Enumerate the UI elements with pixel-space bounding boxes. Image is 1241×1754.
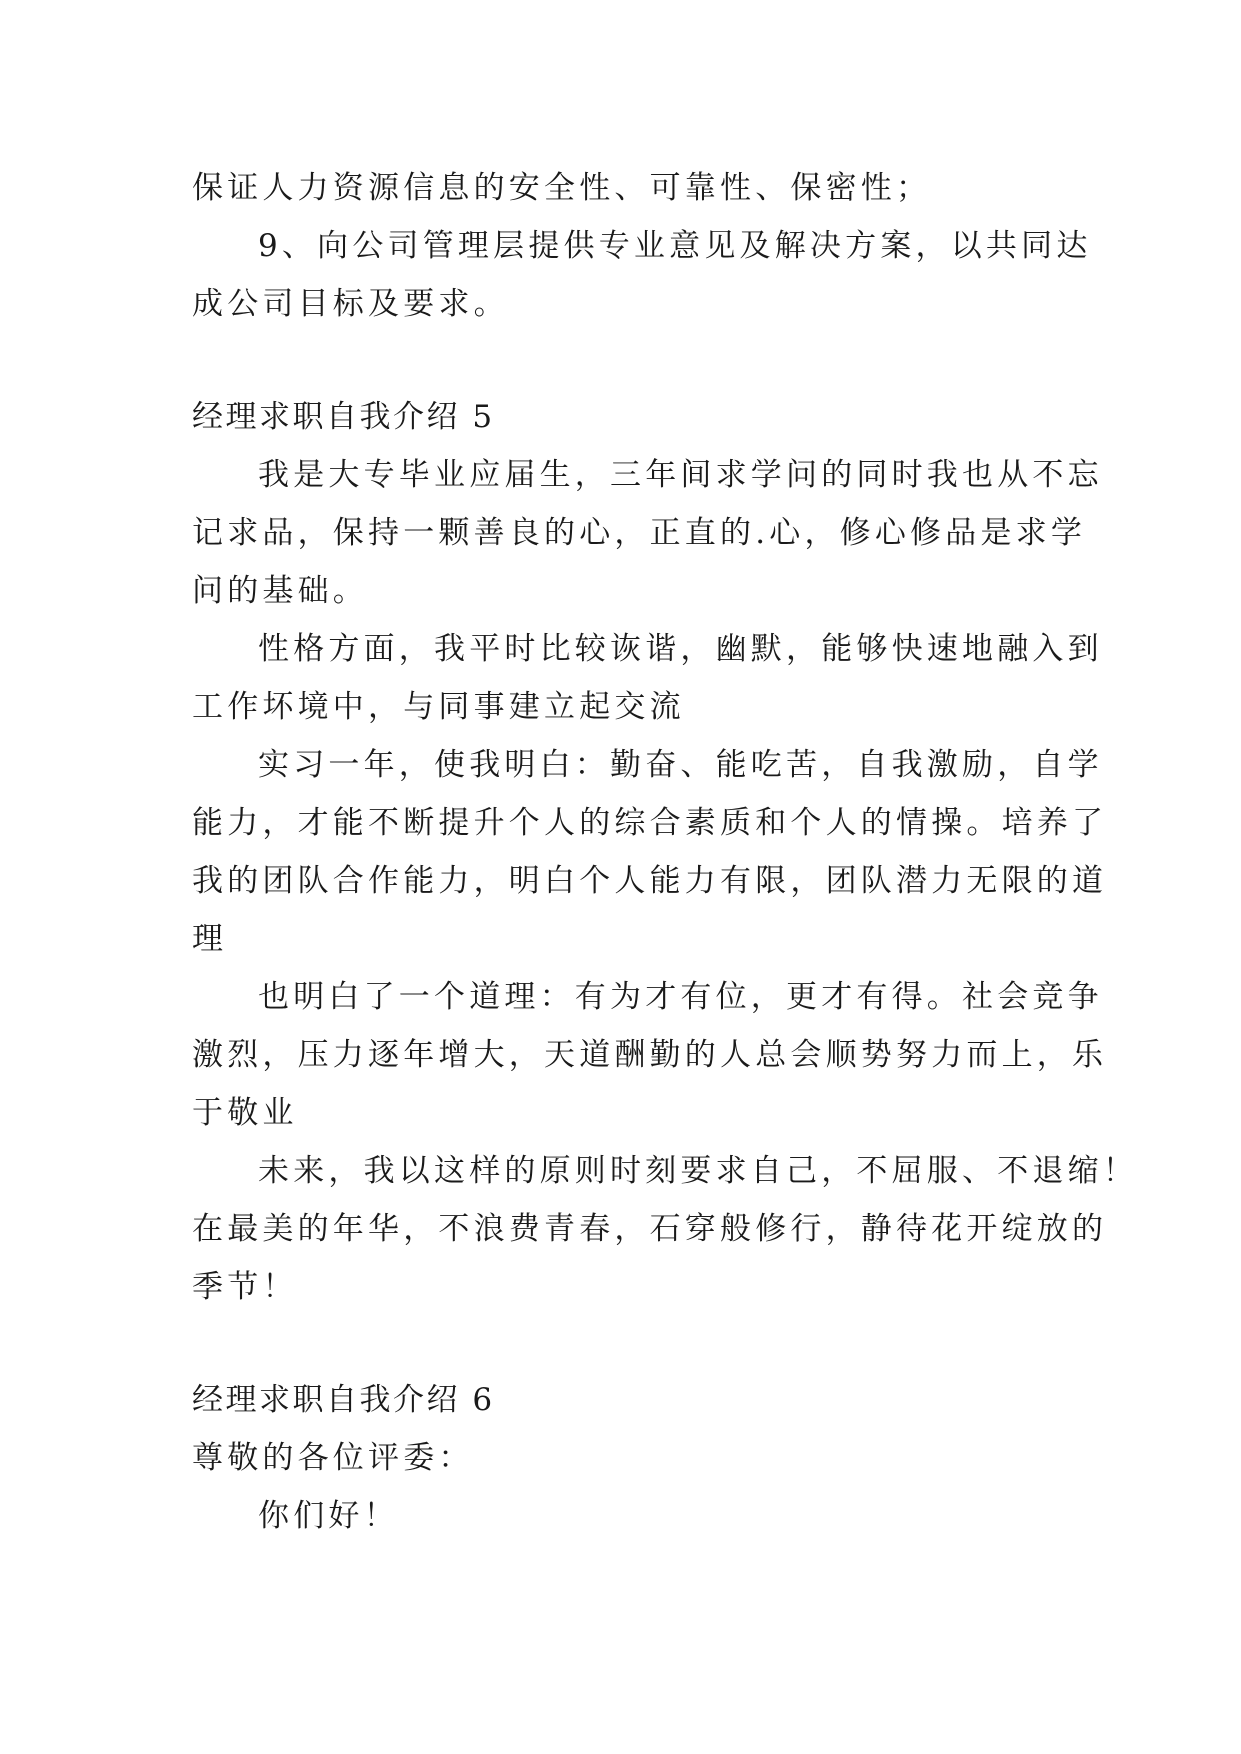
text-line: 保证人力资源信息的安全性、可靠性、保密性； [192,170,932,206]
text-line: 9、向公司管理层提供专业意见及解决方案，以共同达 [258,228,1092,264]
text-line: 成公司目标及要求。 [192,286,509,322]
section-heading: 经理求职自我介绍 6 [192,1382,495,1418]
text-line: 实习一年，使我明白：勤奋、能吃苦，自我激励，自学 [258,747,1103,783]
section-heading: 经理求职自我介绍 5 [192,399,495,435]
text-line: 也明白了一个道理：有为才有位，更才有得。社会竞争 [258,979,1103,1015]
text-line: 工作坏境中，与同事建立起交流 [192,689,685,725]
text-line: 于敬业 [192,1095,298,1131]
text-line: 尊敬的各位评委： [192,1440,474,1476]
text-line: 理 [192,921,228,957]
text-line: 我的团队合作能力，明白个人能力有限，团队潜力无限的道 [192,863,1108,899]
text-line: 问的基础。 [192,573,368,609]
text-line: 能力，才能不断提升个人的综合素质和个人的情操。培养了 [192,805,1108,841]
text-line: 性格方面，我平时比较诙谐，幽默，能够快速地融入到 [258,631,1103,667]
text-line: 激烈，压力逐年增大，天道酬勤的人总会顺势努力而上，乐 [192,1037,1108,1073]
text-line: 你们好！ [258,1498,399,1534]
text-line: 在最美的年华，不浪费青春，石穿般修行，静待花开绽放的 [192,1211,1108,1247]
text-line: 季节！ [192,1269,298,1305]
text-line: 未来，我以这样的原则时刻要求自己，不屈服、不退缩！ [258,1153,1138,1189]
text-line: 我是大专毕业应届生，三年间求学问的同时我也从不忘 [258,457,1103,493]
text-line: 记求品，保持一颗善良的心，正直的.心，修心修品是求学 [192,515,1087,551]
